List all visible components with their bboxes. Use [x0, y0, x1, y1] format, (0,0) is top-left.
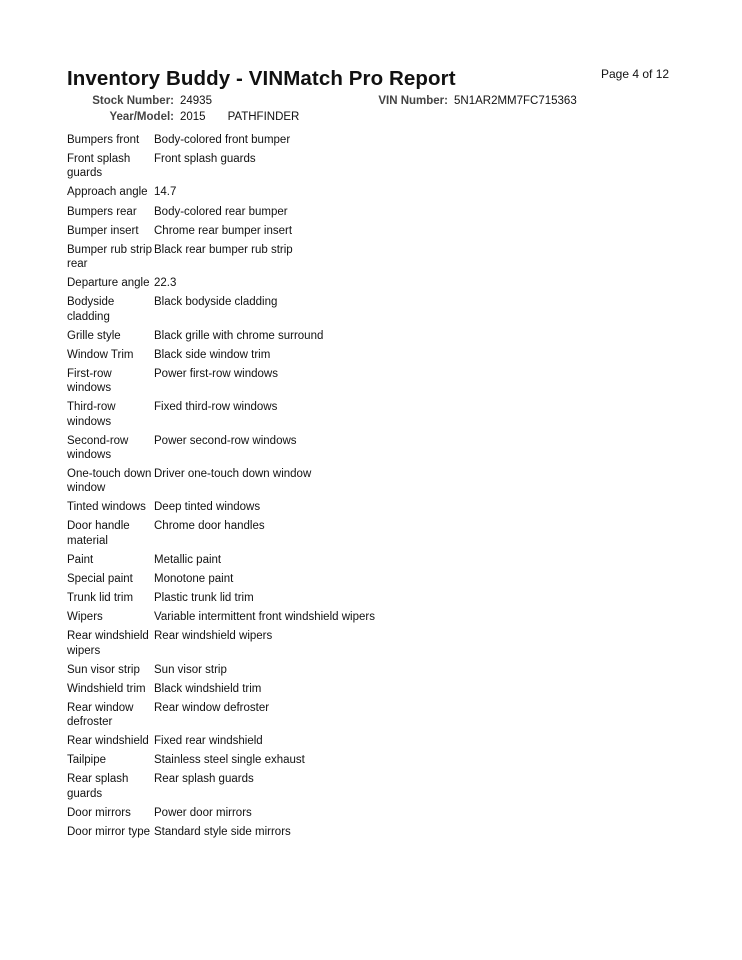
spec-value: Stainless steel single exhaust	[154, 754, 305, 767]
spec-value: Black windshield trim	[154, 682, 262, 695]
spec-row	[67, 553, 487, 572]
stock-number-field	[60, 95, 212, 107]
spec-label: Sun visor strip	[67, 663, 140, 676]
spec-row	[67, 467, 487, 500]
spec-value: Black bodyside cladding	[154, 296, 278, 309]
report-title: Inventory Buddy - VINMatch Pro Report	[67, 67, 456, 90]
spec-row	[67, 276, 487, 295]
spec-row	[67, 185, 487, 204]
spec-row	[67, 434, 487, 467]
spec-value: Black side window trim	[154, 348, 271, 361]
spec-row	[67, 629, 487, 662]
stock-number-value: 24935	[180, 95, 212, 107]
spec-list	[67, 133, 487, 844]
spec-row	[67, 205, 487, 224]
spec-label: Trunk lid trim	[67, 592, 134, 605]
spec-row	[67, 682, 487, 701]
spec-row	[67, 367, 487, 400]
spec-row	[67, 133, 487, 152]
spec-row	[67, 519, 487, 552]
spec-label: Bumpers rear	[67, 205, 137, 218]
spec-label: Special paint	[67, 572, 133, 585]
spec-value: Sun visor strip	[154, 663, 227, 676]
spec-value: Front splash guards	[154, 153, 256, 166]
spec-value: Rear splash guards	[154, 773, 254, 786]
spec-value: Metallic paint	[154, 553, 222, 566]
vin-number-value: 5N1AR2MM7FC715363	[454, 95, 577, 107]
spec-row	[67, 295, 487, 328]
spec-label: Bumpers front	[67, 134, 140, 146]
spec-label: Paint	[67, 553, 94, 566]
spec-row	[67, 329, 487, 348]
spec-label: Window Trim	[67, 348, 134, 361]
spec-row	[67, 572, 487, 591]
spec-value: Rear window defroster	[154, 701, 270, 714]
spec-label: Wipers	[67, 611, 103, 624]
vin-number-field	[358, 95, 577, 107]
spec-label: Rear window defroster	[67, 701, 134, 729]
spec-row	[67, 701, 487, 734]
spec-row	[67, 348, 487, 367]
page-number: Page 4 of 12	[601, 67, 670, 81]
spec-label: Rear windshield wipers	[67, 630, 149, 657]
spec-row	[67, 243, 487, 276]
spec-label: Bumper insert	[67, 224, 139, 237]
spec-label: Bodyside cladding	[67, 296, 115, 323]
spec-value: Power door mirrors	[154, 806, 252, 819]
spec-row	[67, 734, 487, 753]
spec-row	[67, 825, 487, 844]
spec-label: First-row windows	[67, 367, 112, 395]
spec-row	[67, 400, 487, 433]
spec-row	[67, 806, 487, 825]
spec-row	[67, 152, 487, 185]
spec-value: Fixed rear windshield	[154, 735, 263, 748]
spec-value: Body-colored rear bumper	[154, 205, 288, 218]
spec-value: 22.3	[154, 277, 177, 290]
spec-value: Black rear bumper rub strip	[154, 243, 293, 256]
spec-value: Variable intermittent front windshield wipers	[154, 611, 375, 624]
year-value: 2015	[180, 111, 206, 123]
spec-value: Chrome door handles	[154, 520, 265, 533]
spec-row	[67, 591, 487, 610]
stock-number-label: Stock Number:	[92, 95, 174, 107]
spec-value: Rear windshield wipers	[154, 630, 273, 643]
spec-label: Approach angle	[67, 186, 148, 199]
spec-label: Rear splash guards	[67, 773, 129, 800]
spec-value: Fixed third-row windows	[154, 401, 278, 414]
spec-label: One-touch down window	[67, 468, 152, 495]
spec-row	[67, 500, 487, 519]
year-model-field	[60, 111, 299, 123]
spec-label: Front splash guards	[67, 153, 131, 180]
spec-value: Driver one-touch down window	[154, 468, 312, 480]
spec-label: Grille style	[67, 329, 121, 342]
spec-value: Black grille with chrome surround	[154, 329, 324, 342]
spec-row	[67, 224, 487, 243]
spec-row	[67, 610, 487, 629]
spec-label: Door mirrors	[67, 806, 131, 819]
spec-value: Monotone paint	[154, 572, 234, 585]
spec-row	[67, 772, 487, 805]
spec-value: Plastic trunk lid trim	[154, 592, 254, 605]
spec-value: 14.7	[154, 186, 177, 199]
spec-value: Power second-row windows	[154, 434, 297, 447]
model-value: PATHFINDER	[227, 111, 300, 123]
spec-label: Bumper rub strip rear	[67, 243, 153, 271]
spec-value: Chrome rear bumper insert	[154, 224, 293, 237]
spec-label: Door mirror type	[67, 825, 151, 838]
spec-label: Tailpipe	[67, 754, 106, 767]
spec-label: Third-row windows	[67, 401, 116, 428]
spec-value: Body-colored front bumper	[154, 134, 291, 146]
spec-value: Deep tinted windows	[154, 501, 261, 514]
spec-label: Door handle material	[67, 520, 130, 547]
spec-row	[67, 753, 487, 772]
spec-row	[67, 663, 487, 682]
spec-label: Second-row windows	[67, 434, 129, 461]
spec-label: Rear windshield	[67, 735, 149, 748]
vin-number-label: VIN Number:	[378, 95, 448, 107]
spec-value: Standard style side mirrors	[154, 825, 291, 838]
year-model-label: Year/Model:	[109, 111, 174, 123]
spec-label: Windshield trim	[67, 682, 146, 695]
spec-label: Tinted windows	[67, 501, 146, 514]
spec-value: Power first-row windows	[154, 367, 278, 380]
spec-label: Departure angle	[67, 277, 150, 290]
